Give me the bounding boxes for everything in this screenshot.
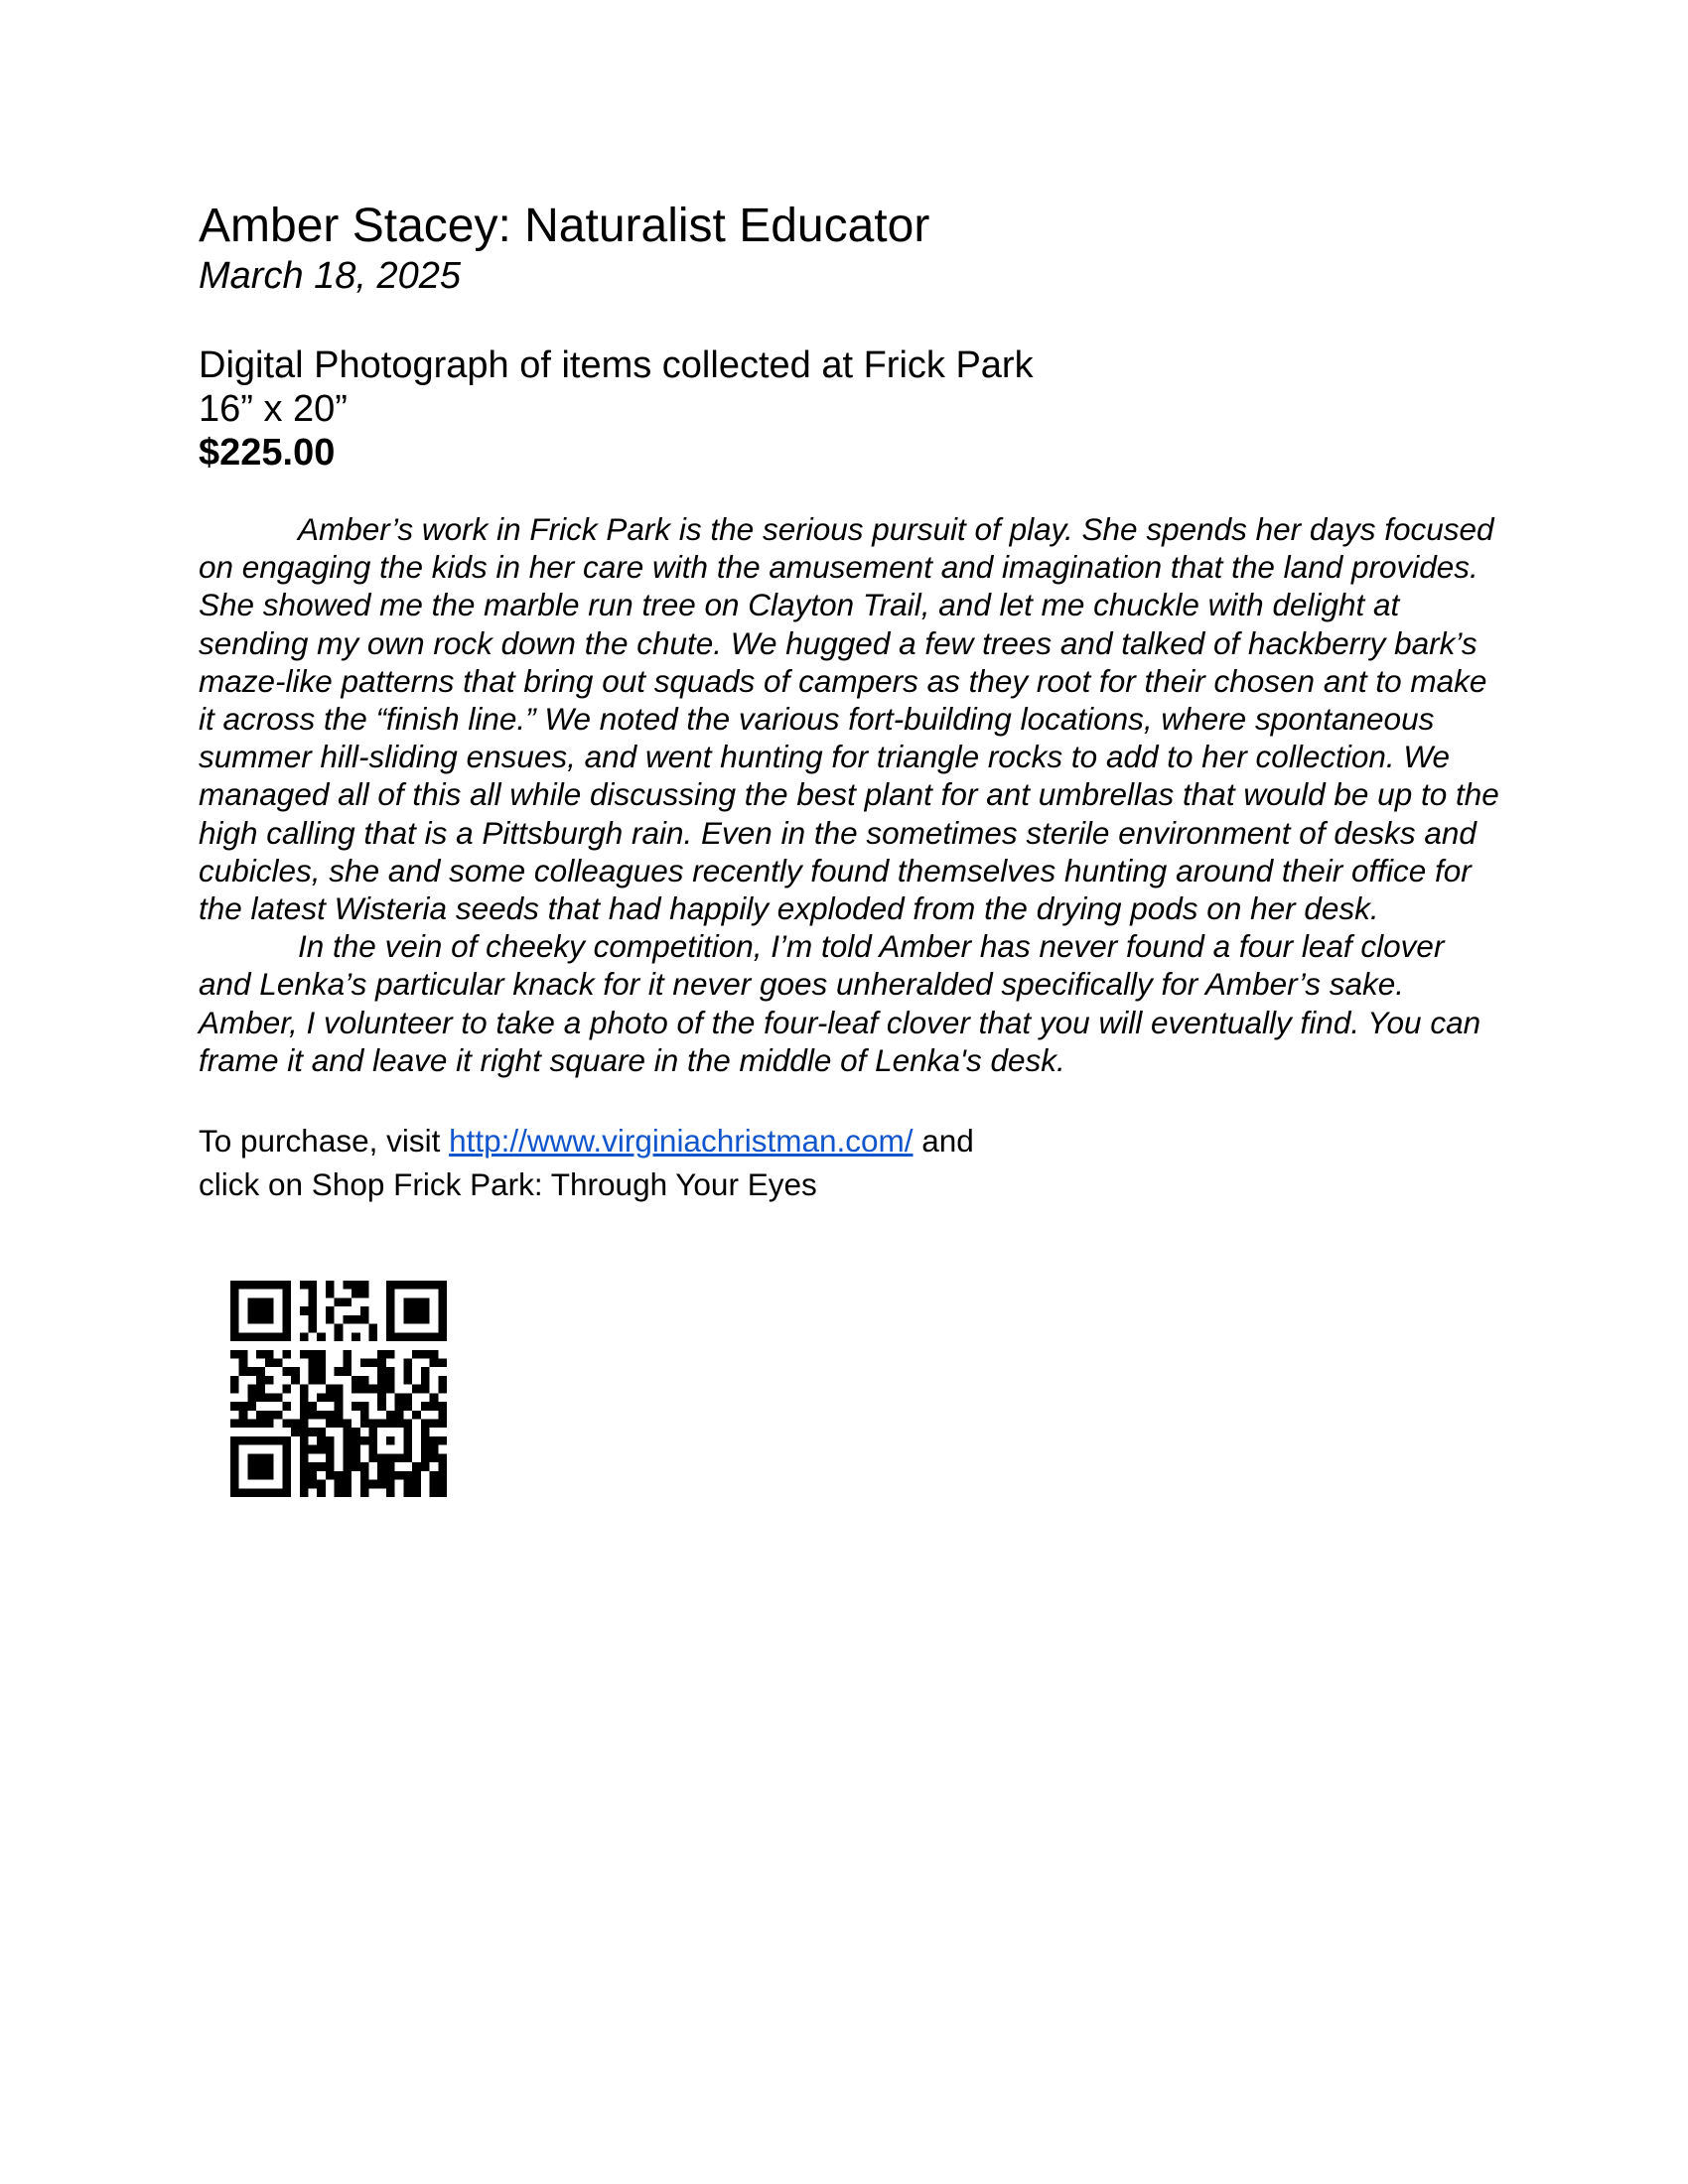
artwork-price: $225.00 <box>199 432 336 474</box>
purchase-line-1 <box>199 1119 1489 1162</box>
purchase-info <box>199 1119 1489 1206</box>
artwork-medium: Digital Photograph of items collected at Frick Park <box>199 344 1034 386</box>
date: March 18, 2025 <box>199 255 462 297</box>
page-title: Amber Stacey: Naturalist Educator <box>199 200 930 252</box>
website-link[interactable]: http://www.virginiachristman.com/ <box>449 1123 914 1160</box>
purchase-line-2: click on Shop Frick Park: Through Your Eyes <box>199 1166 817 1203</box>
purchase-suffix: and <box>913 1123 974 1160</box>
description-paragraph: In the vein of cheeky competition, I’m told Amber has never found a four leaf clover and Lenka’s particular knack for it never goes unheralded specifically for Amber’s sake. Amber, I volunteer to take a photo of the four-leaf clover that you will eventually find. You can frame it and leave it right square in the middle of Lenka's desk. <box>199 928 1481 1078</box>
artwork-details <box>199 343 1489 475</box>
document-page <box>199 199 1499 1206</box>
purchase-prefix: To purchase, visit <box>199 1123 450 1160</box>
description <box>199 510 1499 1079</box>
artwork-size: 16” x 20” <box>199 388 348 430</box>
qr-code[interactable] <box>230 1281 447 1497</box>
description-paragraph: Amber’s work in Frick Park is the serious pursuit of play. She spends her days focused on engaging the kids in her care with the amusement and imagination that the land provides. She showed me the marble run tree on Clayton Trail, and let me chuckle with delight at sending my own rock down the chute. We hugged a few trees and talked of hackberry bark’s maze-like patterns that bring out squads of campers as they root for their chosen ant to make it across the “finish line.” We noted the various fort-building locations, where spontaneous summer hill-sliding ensues, and went hunting for triangle rocks to add to her collection. We managed all of this all while discussing the best plant for ant umbrellas that would be up to the high calling that is a Pittsburgh rain. Even in the sometimes sterile environment of desks and cubicles, she and some colleagues recently found themselves hunting around their office for the latest Wisteria seeds that had happily exploded from the drying pods on her desk. <box>199 511 1499 927</box>
